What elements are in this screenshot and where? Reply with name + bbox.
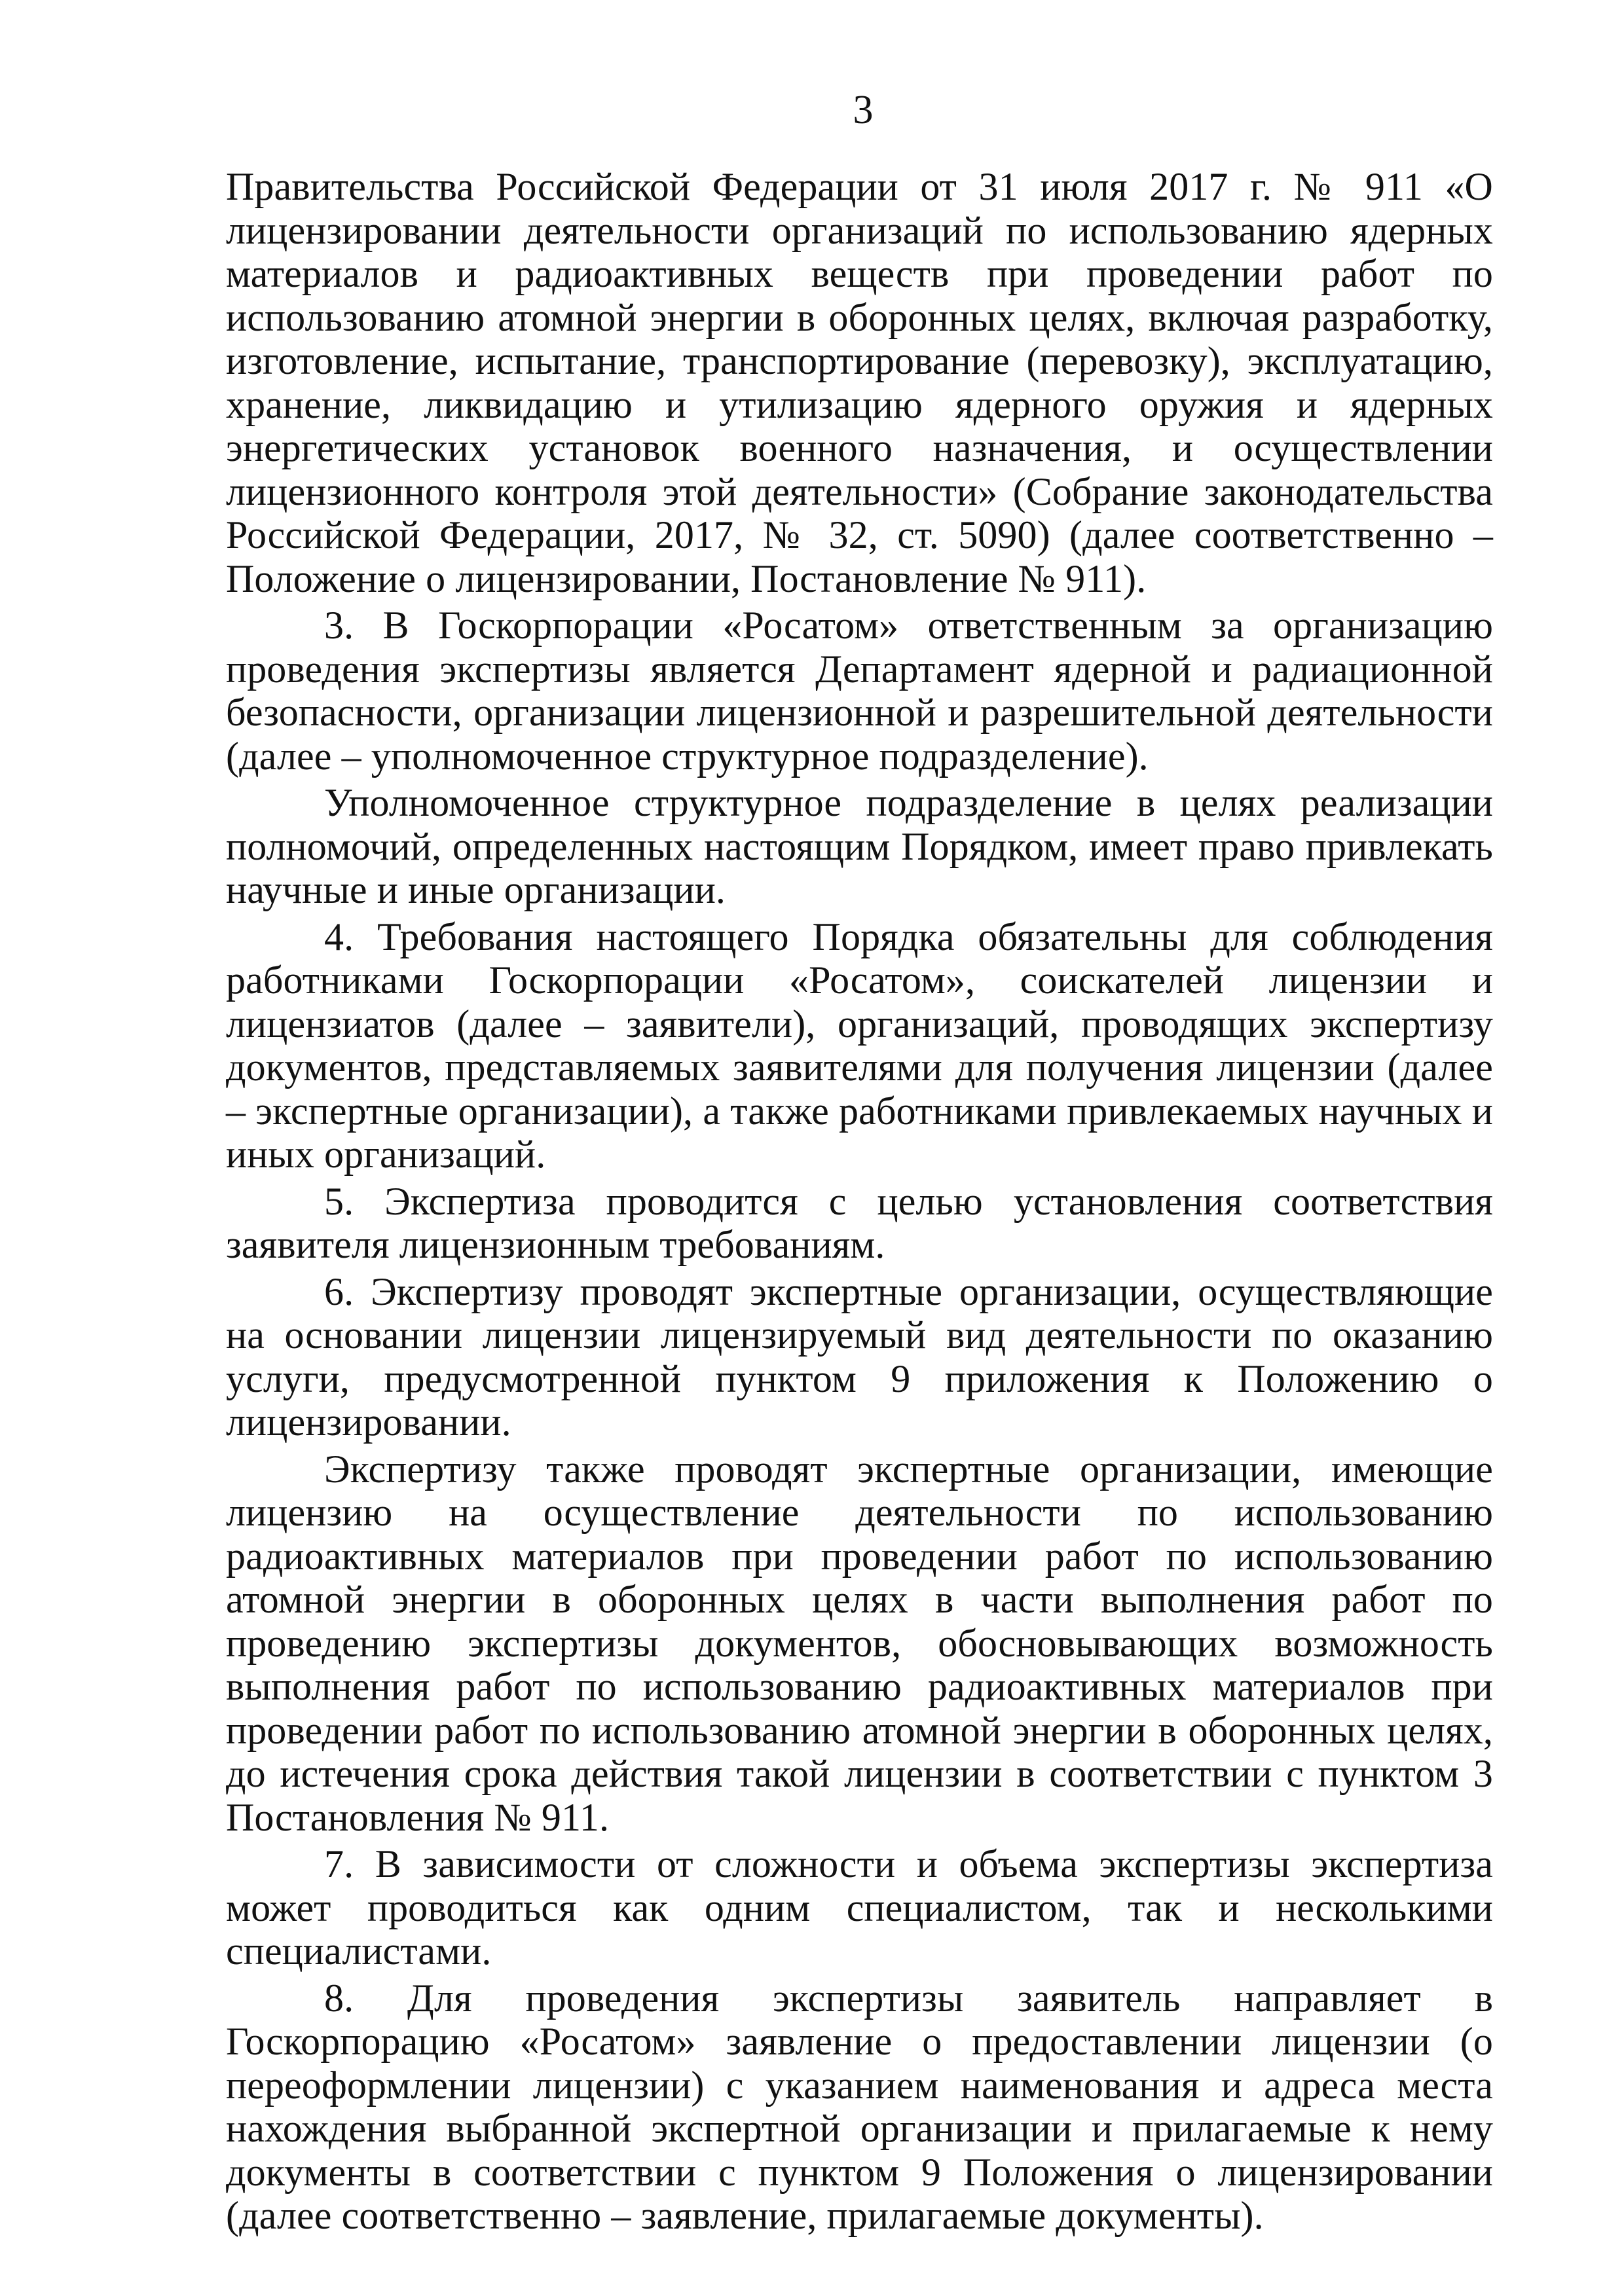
page-number: 3 <box>853 88 874 132</box>
paragraph-item-5: 5. Экспертиза проводится с целью установления соответствия заявителя лицензионным требованиям. <box>226 1179 1493 1266</box>
document-body <box>226 165 1493 2238</box>
paragraph-item-6-continued: Экспертизу также проводят экспертные организации, имеющие лицензию на осуществление деятельности по использованию радиоактивных материалов при проведении работ по использованию атомной энергии в оборонных целях в части выполнения работ по проведению экспертизы документов, обосновывающих возможность выполнения работ по использованию радиоактивных материалов при проведении работ по использованию атомной энергии в оборонных целях, до истечения срока действия такой лицензии в соответствии с пунктом 3 Постановления № 911. <box>226 1447 1493 1839</box>
paragraph-item-7: 7. В зависимости от сложности и объема экспертизы экспертиза может проводиться как одним специалистом, так и несколькими специалистами. <box>226 1842 1493 1973</box>
paragraph-item-3-continued: Уполномоченное структурное подразделение в целях реализации полномочий, определенных настоящим Порядком, имеет право привлекать научные и иные организации. <box>226 781 1493 911</box>
paragraph-item-4: 4. Требования настоящего Порядка обязательны для соблюдения работниками Госкорпорации «Росатом», соискателей лицензии и лицензиатов (далее – заявители), организаций, проводящих экспертизу документов, представляемых заявителями для получения лицензии (далее – экспертные организации), а также работниками привлекаемых научных и иных организаций. <box>226 915 1493 1176</box>
paragraph-continuation: Правительства Российской Федерации от 31 июля 2017 г. № 911 «О лицензировании деятельности организаций по использованию ядерных материалов и радиоактивных веществ при проведении работ по использованию атомной энергии в оборонных целях, включая разработку, изготовление, испытание, транспортирование (перевозку), эксплуатацию, хранение, ликвидацию и утилизацию ядерного оружия и ядерных энергетических установок военного назначения, и осуществлении лицензионного контроля этой деятельности» (Собрание законодательства Российской Федерации, 2017, № 32, ст. 5090) (далее соответственно – Положение о лицензировании, Постановление № 911). <box>226 165 1493 600</box>
paragraph-item-8: 8. Для проведения экспертизы заявитель направляет в Госкорпорацию «Росатом» заявление о предоставлении лицензии (о переоформлении лицензии) с указанием наименования и адреса места нахождения выбранной экспертной организации и прилагаемые к нему документы в соответствии с пунктом 9 Положения о лицензировании (далее соответственно – заявление, прилагаемые документы). <box>226 1976 1493 2237</box>
paragraph-item-6: 6. Экспертизу проводят экспертные организации, осуществляющие на основании лицензии лицензируемый вид деятельности по оказанию услуги, предусмотренной пунктом 9 приложения к Положению о лицензировании. <box>226 1269 1493 1444</box>
paragraph-item-3: 3. В Госкорпорации «Росатом» ответственным за организацию проведения экспертизы является Департамент ядерной и радиационной безопасности, организации лицензионной и разрешительной деятельности (далее – уполномоченное структурное подразделение). <box>226 604 1493 778</box>
